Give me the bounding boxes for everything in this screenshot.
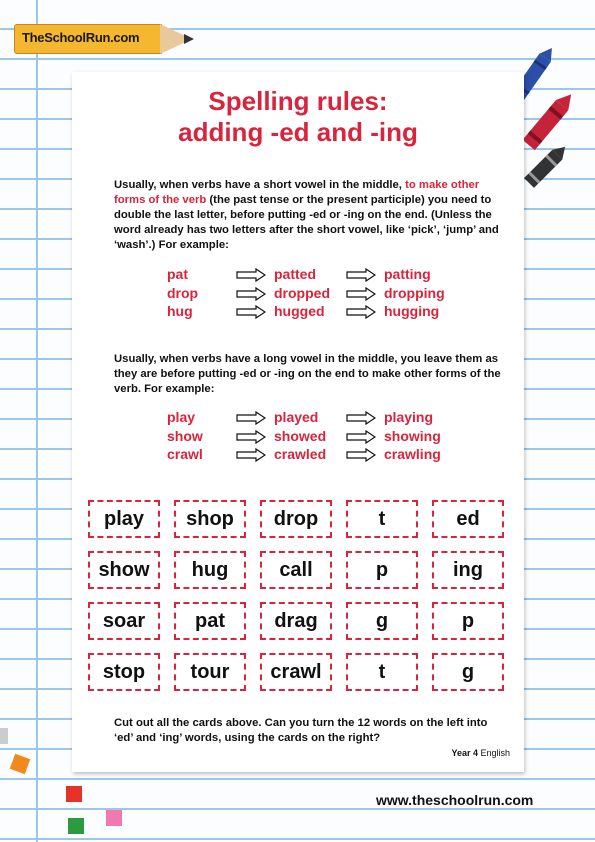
word-card[interactable]: call	[260, 551, 332, 589]
example-ed-word: hugged	[274, 303, 325, 319]
arrow-right-icon	[346, 448, 376, 462]
arrow-right-icon	[346, 411, 376, 425]
black-crayon-icon	[516, 136, 576, 196]
example-base-word: drop	[167, 284, 199, 301]
arrow-right-icon	[236, 268, 266, 282]
example-ed-word: dropped	[274, 284, 330, 301]
word-card[interactable]: shop	[174, 500, 246, 538]
arrow-right-icon	[236, 411, 266, 425]
subject-label: English	[477, 748, 510, 758]
word-card[interactable]: hug	[174, 551, 246, 589]
word-card[interactable]: stop	[88, 653, 160, 691]
arrow-right-icon	[236, 305, 266, 319]
intro-text-1: Usually, when verbs have a short vowel in the middle,	[114, 179, 406, 191]
word-card[interactable]: pat	[174, 602, 246, 640]
example-ed-word: played	[274, 409, 319, 425]
example-ing-word: crawling	[384, 446, 441, 462]
arrow-right-icon	[236, 287, 266, 301]
arrow-right-icon	[236, 448, 266, 462]
word-card[interactable]: ed	[432, 500, 504, 538]
year-label: Year 4	[451, 748, 478, 758]
example-base-word: show	[167, 427, 203, 444]
example-ing-word: hugging	[384, 303, 440, 319]
arrow-right-icon	[346, 268, 376, 282]
word-card[interactable]: drop	[260, 500, 332, 538]
intro-highlight: to make other forms of the verb	[114, 179, 480, 206]
title-line-2: adding -ed and -ing	[178, 117, 418, 147]
red-square	[66, 786, 82, 802]
green-square	[68, 818, 84, 834]
long-vowel-paragraph: Usually, when verbs have a long vowel in the middle, you leave them as they are before putting -ed or -ing on the end to make other forms of the verb. For example:	[114, 353, 501, 395]
instructions: Cut out all the cards above. Can you turn the 12 words on the left into ‘ed’ and ‘ing’ words, using the cards on the right?	[114, 717, 488, 744]
word-card[interactable]: g	[432, 653, 504, 691]
word-card[interactable]: play	[88, 500, 160, 538]
word-card[interactable]: t	[346, 653, 418, 691]
site-url[interactable]: www.theschoolrun.com	[376, 792, 534, 808]
word-card[interactable]: ing	[432, 551, 504, 589]
arrow-right-icon	[236, 430, 266, 444]
example-ing-word: playing	[384, 409, 434, 425]
word-card[interactable]: soar	[88, 602, 160, 640]
logo-pencil-lead	[184, 34, 194, 44]
example-ing-word: patting	[384, 266, 431, 282]
example-base-word: pat	[167, 266, 188, 282]
short-vowel-paragraph	[114, 178, 506, 253]
example-ed-word: showed	[274, 427, 327, 444]
grey-square	[0, 728, 8, 744]
year-subject-label	[420, 748, 510, 758]
page-title	[72, 86, 524, 148]
example-base-word: play	[167, 409, 196, 425]
margin-line	[36, 0, 38, 842]
word-card[interactable]: crawl	[260, 653, 332, 691]
word-card[interactable]: tour	[174, 653, 246, 691]
arrow-right-icon	[346, 287, 376, 301]
example-base-word: crawl	[167, 446, 203, 462]
word-card[interactable]: show	[88, 551, 160, 589]
arrow-right-icon	[346, 430, 376, 444]
example-base-word: hug	[167, 303, 193, 319]
word-card[interactable]: p	[346, 551, 418, 589]
word-card[interactable]: g	[346, 602, 418, 640]
title-line-1: Spelling rules:	[208, 86, 388, 116]
logo-text: TheSchoolRun.com	[22, 30, 140, 45]
arrow-right-icon	[346, 305, 376, 319]
theschoolrun-logo[interactable]	[14, 20, 198, 56]
word-card[interactable]: t	[346, 500, 418, 538]
pink-square	[106, 810, 122, 826]
example-ing-word: dropping	[384, 284, 445, 301]
word-card[interactable]: drag	[260, 602, 332, 640]
example-ing-word: showing	[384, 427, 441, 444]
word-card[interactable]: p	[432, 602, 504, 640]
intro-text-2: (the past tense or the present participle) you need to double the last letter, before putting -ed or -ing on the end. (Unless the word already has two letters after the short vowel, like ‘pick’, ‘jump’ and ‘wash’.) For example:	[114, 194, 499, 251]
example-ed-word: patted	[274, 266, 316, 282]
example-ed-word: crawled	[274, 446, 327, 462]
